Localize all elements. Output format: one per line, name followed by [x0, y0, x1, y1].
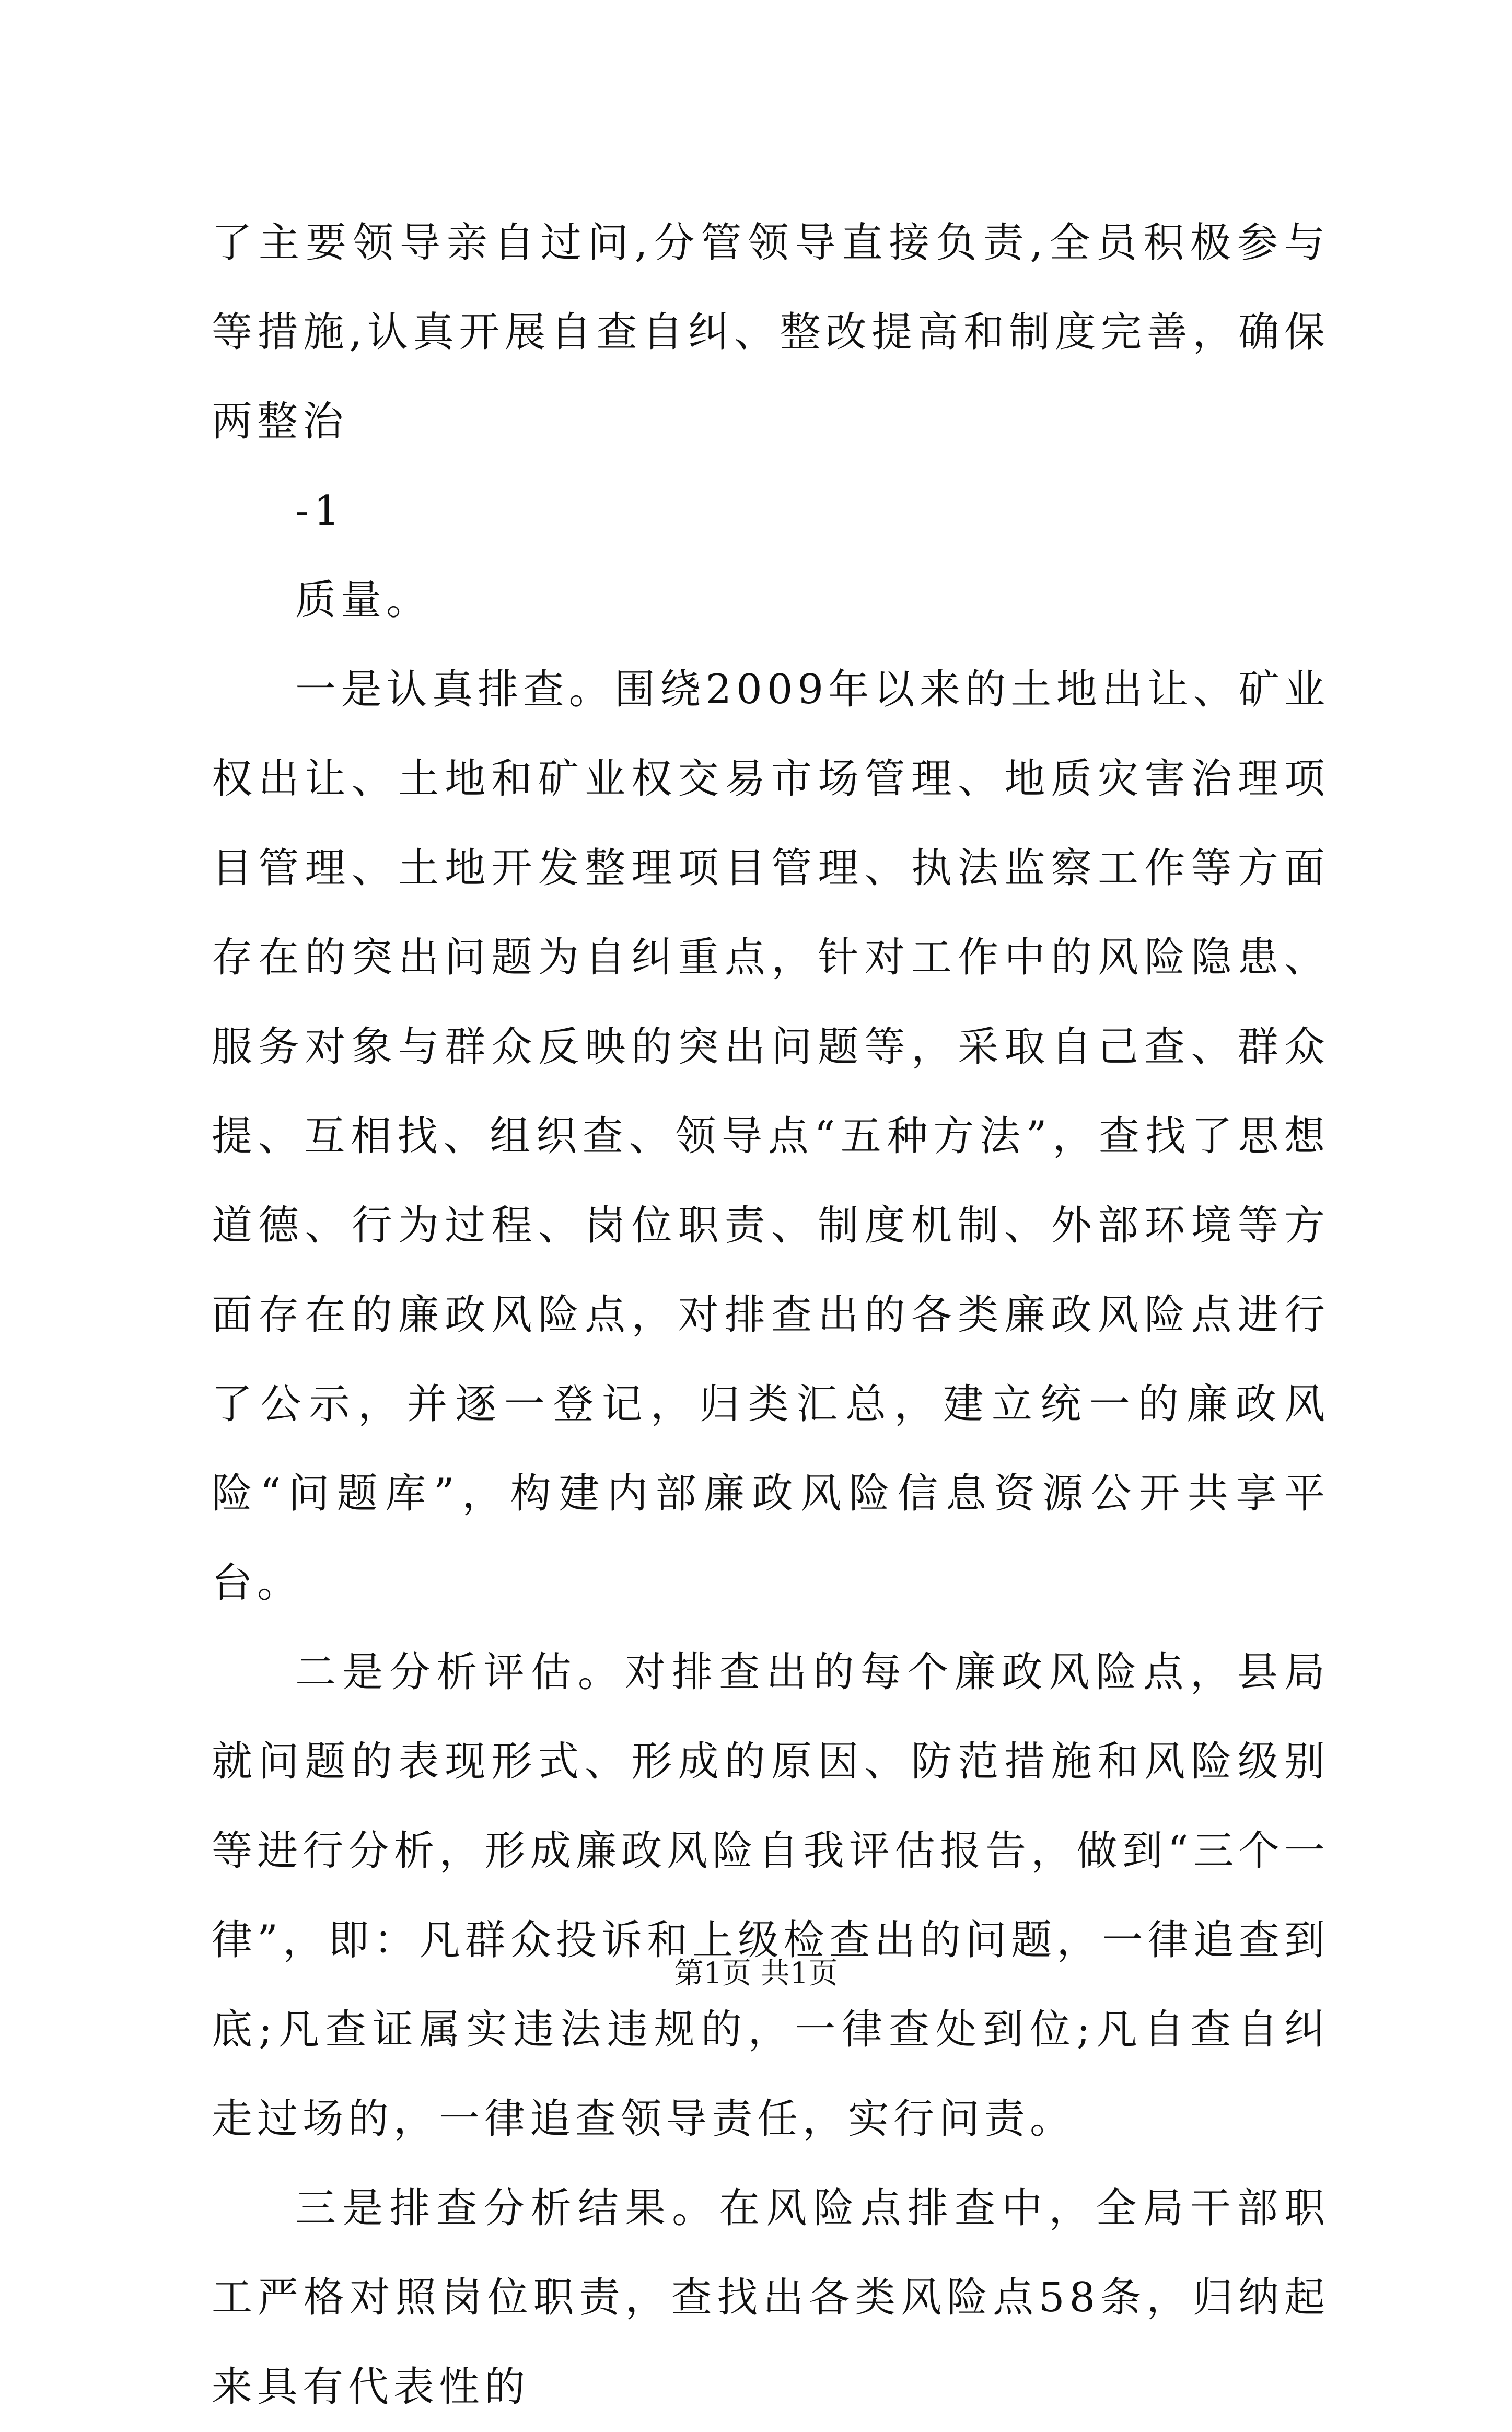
document-body	[212, 199, 1330, 2432]
paragraph-5: 二是分析评估。对排查出的每个廉政风险点，县局就问题的表现形式、形成的原因、防范措施和风险级别等进行分析，形成廉政风险自我评估报告，做到“三个一律”，即：凡群众投诉和上级检查出的问题，一律追查到底;凡查证属实违法违规的，一律查处到位;凡自查自纠走过场的，一律追查领导责任，实行问责。	[212, 1649, 1330, 2143]
paragraph-3: 质量。	[295, 577, 432, 624]
paragraph-1: 了主要领导亲自过问,分管领导直接负责,全员积极参与等措施,认真开展自查自纠、整改提高和制度完善，确保两整治	[212, 219, 1330, 445]
page-footer: 第1页 共1页	[674, 1957, 838, 1991]
paragraph-6: 三是排查分析结果。在风险点排查中，全局干部职工严格对照岗位职责，查找出各类风险点58条，归纳起来具有代表性的	[212, 2185, 1330, 2411]
paragraph-4: 一是认真排查。围绕2009年以来的土地出让、矿业权出让、土地和矿业权交易市场管理、地质灾害治理项目管理、土地开发整理项目管理、执法监察工作等方面存在的突出问题为自纠重点，针对工作中的风险隐患、服务对象与群众反映的突出问题等，采取自己查、群众提、互相找、组织查、领导点“五种方法”，查找了思想道德、行为过程、岗位职责、制度机制、外部环境等方面存在的廉政风险点，对排查出的各类廉政风险点进行了公示，并逐一登记，归类汇总，建立统一的廉政风险“问题库”，构建内部廉政风险信息资源公开共享平台。	[212, 666, 1330, 1607]
paragraph-2: -1	[295, 487, 344, 534]
